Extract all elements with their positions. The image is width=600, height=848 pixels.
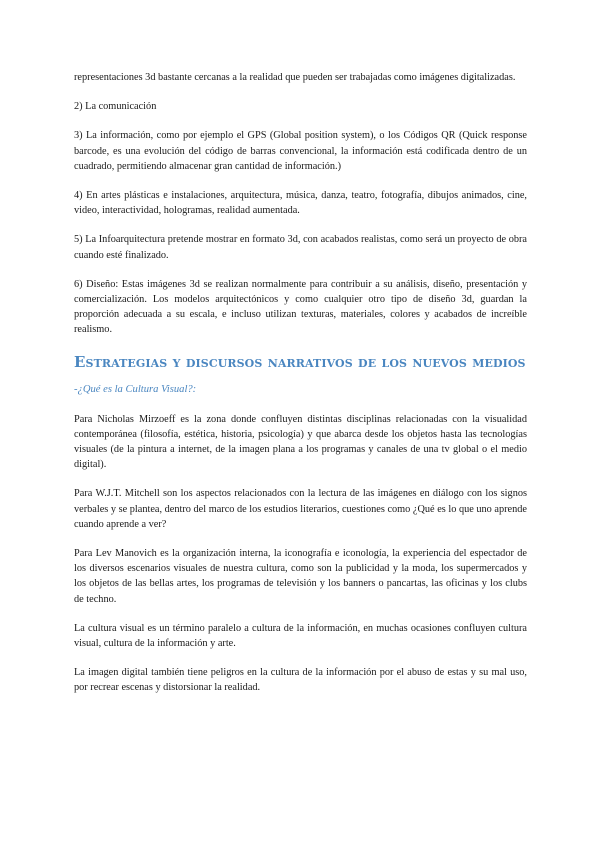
paragraph-manovich: Para Lev Manovich es la organización interna, la iconografía e iconología, la experiencia del espectador de los diversos escenarios visuales de nuestra cultura, como son la publicidad y la moda, los supermercados y los objetos de las bellas artes, los programas de televisión y los banners o pancartas, las oficinas y los clubs de techno. [74, 548, 527, 605]
document-page [74, 70, 527, 710]
paragraph-cultura-visual-termino: La cultura visual es un término paralelo a cultura de la información, en muchas ocasiones confluyen cultura visual, cultura de la información y arte. [74, 622, 527, 650]
paragraph-informacion: 3) La información, como por ejemplo el GPS (Global position system), o los Códigos QR (Quick response barcode, es una evolución del código de barras convencional, la información está codificada dentro de un cuadrado, permitiendo almacenar gran cantidad de información.) [74, 130, 527, 172]
paragraph-imagen-digital-peligros: La imagen digital también tiene peligros en la cultura de la información por el abuso de estas y su mal uso, por recrear escenas y distorsionar la realidad. [74, 667, 527, 694]
paragraph-artes-plasticas: 4) En artes plásticas e instalaciones, arquitectura, música, danza, teatro, fotografía, dibujos animados, cine, video, interactividad, hologramas, realidad aumentada. [74, 190, 527, 217]
paragraph-infoarquitectura: 5) La Infoarquitectura pretende mostrar en formato 3d, con acabados realistas, como será un proyecto de obra cuando esté finalizado. [74, 234, 527, 261]
paragraph-diseno: 6) Diseño: Estas imágenes 3d se realizan normalmente para contribuir a su análisis, diseño, presentación y comercialización. Los modelos arquitectónicos y como cualquier otro tipo de diseño 3d, guardan la proporción adecuada a su escala, e incluso utilizan texturas, materiales, colores y acabados de increíble realismo. [74, 278, 527, 336]
paragraph-comunicacion: 2) La comunicación [74, 101, 157, 113]
paragraph-mirzoeff: Para Nicholas Mirzoeff es la zona donde confluyen distintas disciplinas relacionadas con la visualidad contemporánea (filosofía, estética, historia, psicología) y que abarca desde los objetos hasta las tecnologías visuales (de la pintura a internet, de la imagen plana a los programas y canales de una tv global o el medio digital). [74, 413, 527, 471]
paragraph-mitchell: Para W.J.T. Mitchell son los aspectos relacionados con la lectura de las imágenes en diálogo con los signos verbales y se plantea, dentro del marco de los estudios literarios, cuestiones como ¿Qué es lo que uno aprende cuando aprende a ver? [74, 488, 527, 530]
paragraph-representaciones-continuation: representaciones 3d bastante cercanas a la realidad que pueden ser trabajadas como imágenes digitalizadas. [74, 72, 516, 83]
section-heading: Estrategias y discursos narrativos de los nuevos medios [74, 352, 526, 371]
subheading-cultura-visual: -¿Qué es la Cultura Visual?: [74, 383, 197, 395]
